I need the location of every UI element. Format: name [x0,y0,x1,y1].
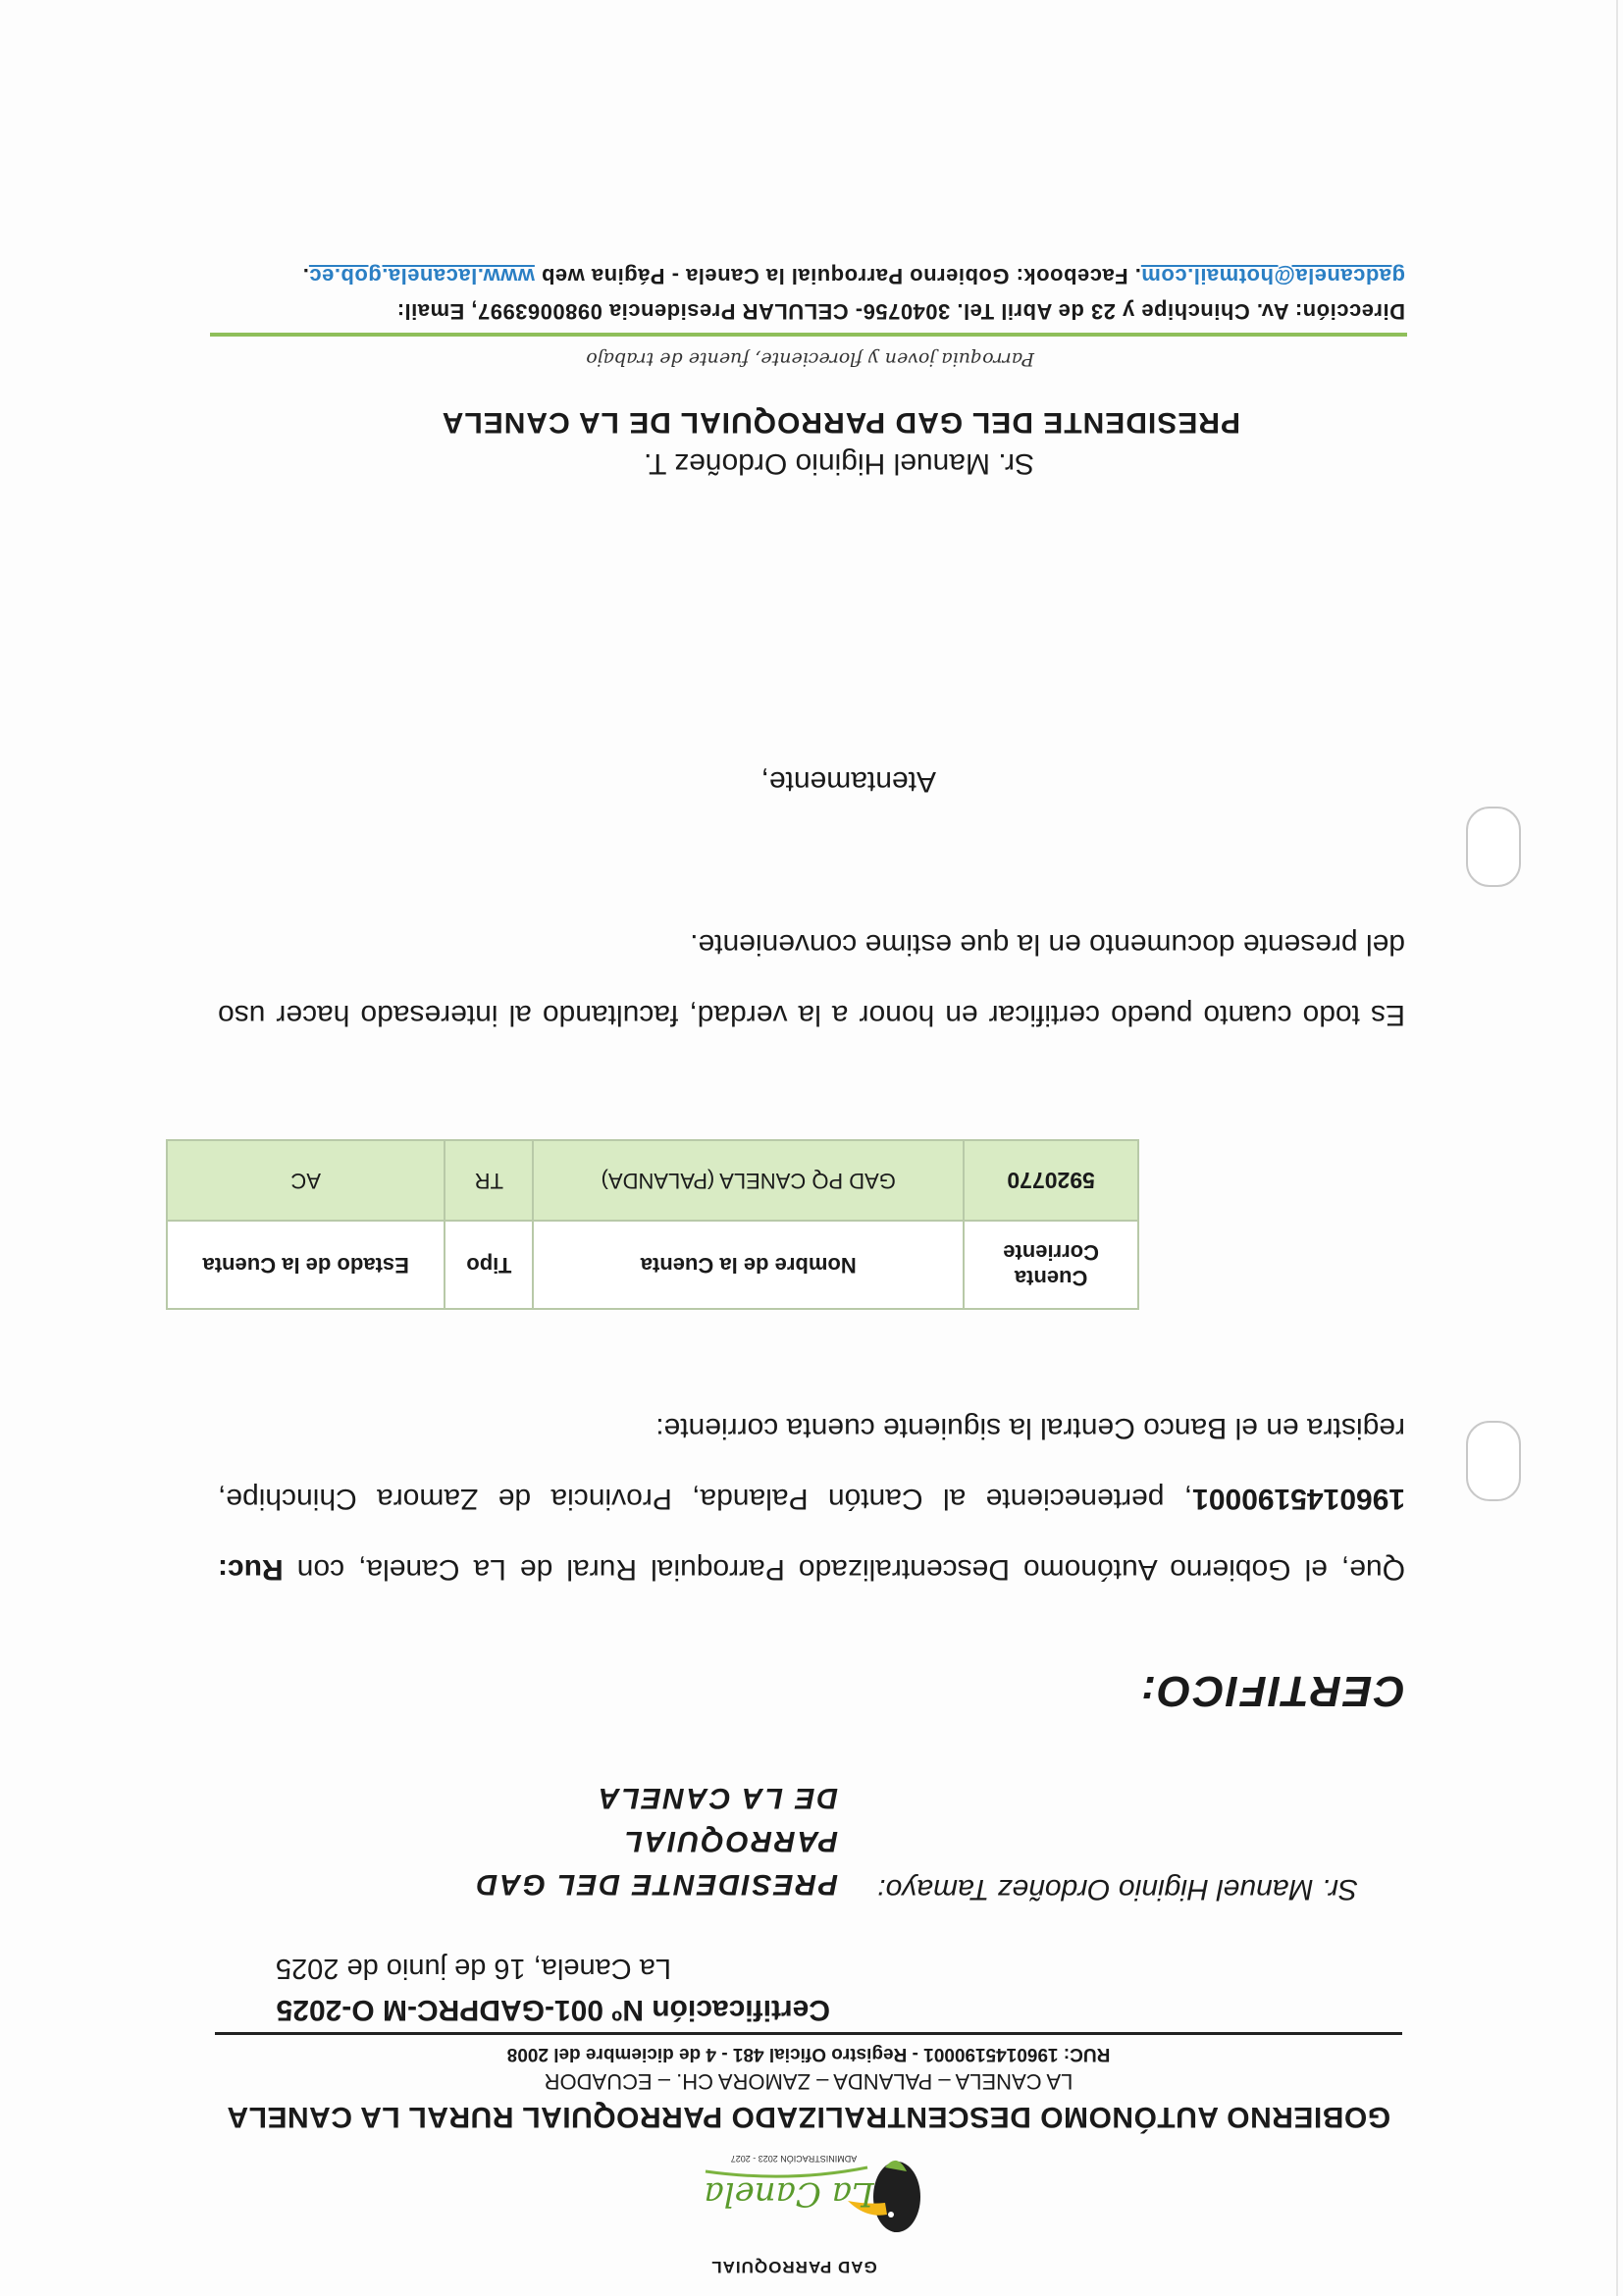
logo-admin-period: ADMINISTRACIÓN 2023 - 2027 [730,2154,858,2164]
closing-paragraph: Es todo cuanto puedo certificar en honor a la verdad, facultando al interesado hacer uso del presente documento en la que estime conveniente. [218,928,1405,1031]
website-link[interactable]: www.lacanela.gob.ec [308,264,535,288]
footer-slogan: Parroquia joven y floreciente, fuente de trabajo [586,348,1034,370]
recipient-title-line: DE LA CANELA [596,1782,838,1814]
recipient-title [308,1776,838,1905]
org-registry: RUC: 1960145190001 - Registro Oficial 481 - 4 de diciembre del 2008 [506,2044,1111,2064]
ruc-label: Ruc: [217,1553,284,1586]
punch-hole [1466,807,1521,887]
email-link[interactable]: gadcanela@hotmail.com [1140,264,1405,288]
table-header-row [167,1221,1138,1309]
certificate-body [218,1392,1405,1604]
table-row [167,1140,1138,1221]
logo-title: GAD PARROQUIAL [710,2258,877,2276]
account-number-cell: 5920770 [964,1140,1138,1221]
account-status-cell: AC [167,1140,445,1221]
ruc-value: 1960145190001 [1192,1483,1405,1515]
column-header: Tipo [445,1221,533,1309]
certificate-date: La Canela, 16 de junio de 2025 [275,1953,671,1984]
header-divider [215,2032,1402,2035]
org-location: LA CANELA – PALANDA – ZAMORA CH. – ECUADOR [544,2069,1073,2094]
footer-end: . [302,264,309,288]
logo-wordmark: La Canela [704,2174,874,2214]
body-intro: Que, el Gobierno Autónomo Descentralizado Parroquial Rural de La Canela, con [296,1553,1405,1586]
account-type-cell: TR [445,1140,533,1221]
recipient-name: Sr. Manuel Higinio Ordoñez Tamayo: [877,1873,1358,1905]
account-name-cell: GAD PQ CANELA (PALANDA) [533,1140,964,1221]
signer-name: Sr. Manuel Higinio Ordoñez T. [644,447,1034,480]
column-header: Estado de la Cuenta [167,1221,445,1309]
certificate-heading: CERTIFICO: [1139,1667,1405,1715]
account-table [166,1139,1139,1310]
footer-address: Dirección: Av. Chinchipe y 23 de Abril Tel. 3040756- CELULAR Presidencia 0980063997, Email: [396,299,1405,324]
org-name: GOBIERNO AUTÓNOMO DESCENTRALIZADO PARROQUIAL RURAL LA CANELA [226,2101,1391,2133]
footer-social: . Facebook: Gobierno Parroquial la Canela - Página web [541,264,1141,288]
punch-hole [1466,1421,1521,1501]
footer-contact [218,263,1405,288]
signer-title: PRESIDENTE DEL GAD PARROQUIAL DE LA CANELA [441,406,1240,439]
certificate-number: Certificación Nº 001-GADPRC-M O-2025 [276,1994,830,2026]
page-edge [1616,0,1618,2296]
recipient-title-line: PRESIDENTE DEL GAD PARROQUIAL [474,1825,838,1901]
column-header: Nombre de la Cuenta [533,1221,964,1309]
column-header: Cuenta Corriente [964,1221,1138,1309]
closing-regards: Atentamente, [760,765,936,798]
body-continuation: , perteneciente al Cantón Palanda, Provincia de Zamora Chinchipe, registra en el Banco Central la siguiente cuenta corriente: [218,1412,1405,1515]
footer-divider [210,333,1407,337]
